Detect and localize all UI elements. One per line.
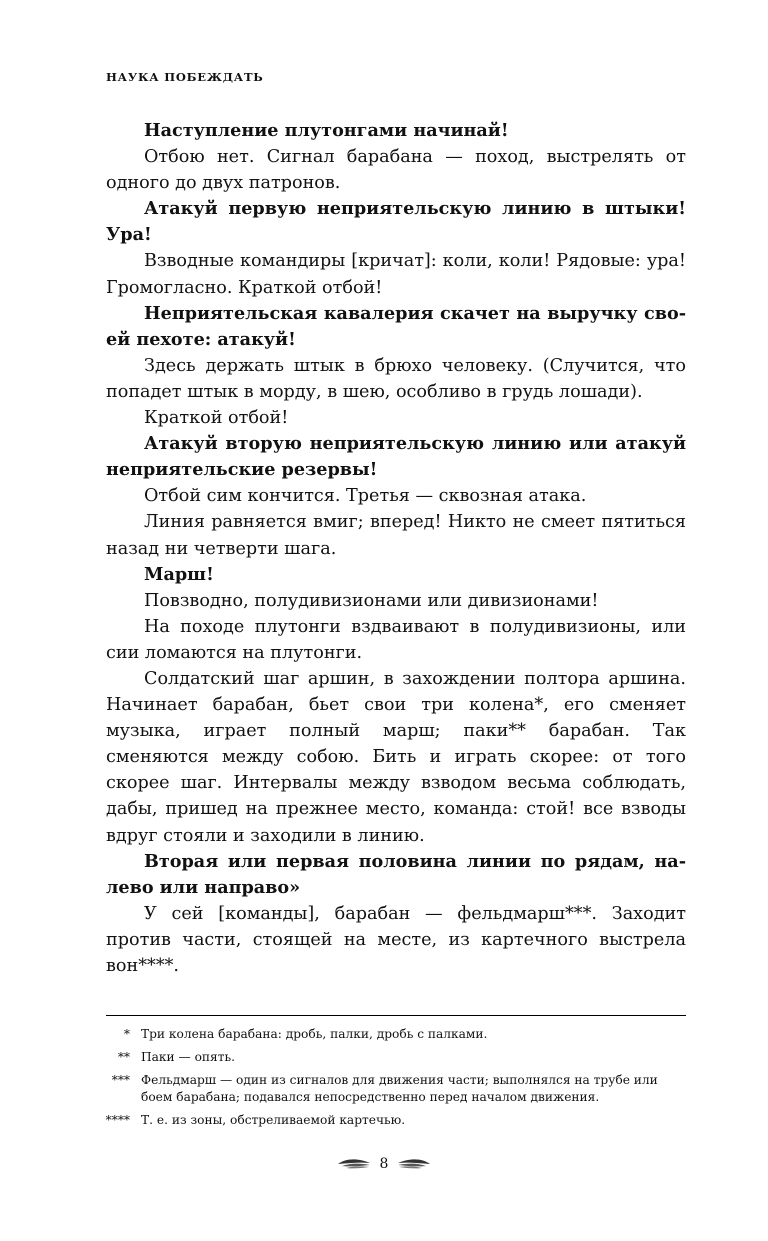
footnotes (106, 1026, 686, 1135)
body-text (106, 118, 686, 979)
footnote-mark: *** (111, 1073, 130, 1087)
paragraph: Взводные командиры [кричат]: коли, коли! Рядовые: ура! Громогласно. Краткой отбой! (106, 251, 686, 298)
command-heading: Неприятельская кавалерия скачет на выручку своей пехоте: атакуй! (106, 302, 686, 350)
paragraph: У сей [команды], барабан — фельдмарш***. Заходит против части, стоящей на месте, из картечного выстрела вон****. (106, 903, 686, 976)
footnote-mark: * (123, 1027, 130, 1041)
leaf-ornament-icon (336, 1157, 372, 1171)
page-number: 8 (379, 1156, 389, 1172)
footnote-text: Паки — опять. (141, 1050, 235, 1064)
paragraph: Здесь держать штык в брюхо человеку. (Случится, что попадет штык в морду, в шею, особливо в грудь лошади). (106, 355, 686, 402)
footnote-divider (106, 1015, 686, 1016)
command-heading: Марш! (144, 563, 214, 585)
command-heading: Атакуй вторую неприятельскую линию или атакуй неприятельские резервы! (106, 433, 686, 481)
paragraph: Отбой сим кончится. Третья — сквозная атака. (144, 486, 587, 507)
leaf-ornament-icon (396, 1157, 432, 1171)
running-head: НАУКА ПОБЕЖДАТЬ (106, 70, 264, 84)
footnote-text: Фельдмарш — один из сигналов для движения части; выполнялся на трубе или боем барабана; подавался непосредственно перед началом движения. (141, 1073, 658, 1104)
command-heading: Вторая или первая половина линии по рядам, налево или направо» (106, 850, 686, 898)
footnote (106, 1072, 686, 1106)
footnote (106, 1049, 686, 1066)
command-heading: Атакуй первую неприятельскую линию в штыки! Ура! (106, 198, 686, 246)
page-footer (0, 1156, 768, 1172)
footnote-text: Три колена барабана: дробь, палки, дробь с палками. (141, 1027, 488, 1041)
footnote (106, 1112, 686, 1129)
paragraph: Повзводно, полудивизионами или дивизионами! (144, 590, 599, 611)
footnote-text: Т. е. из зоны, обстреливаемой картечью. (141, 1113, 406, 1127)
footnote-mark: **** (105, 1113, 130, 1127)
footnote (106, 1026, 686, 1043)
paragraph: Краткой отбой! (144, 408, 289, 429)
paragraph: На походе плутонги вздваивают в полудивизионы, или сии ломаются на плутонги. (106, 616, 686, 663)
command-heading: Наступление плутонгами начинай! (144, 120, 509, 141)
paragraph: Солдатский шаг аршин, в захождении полтора аршина. Начинает барабан, бьет свои три колена*, его сменяет музыка, играет полный марш; паки** барабан. Так сменяются между собою. Бить и играть скорее: от того скорее шаг. Интервалы между взводом весьма соблюдать, дабы, пришед на прежнее место, команда: стой! все взводы вдруг стояли и заходили в линию. (106, 668, 686, 846)
paragraph: Линия равняется вмиг; вперед! Никто не смеет пятиться назад ни четверти шага. (106, 512, 686, 559)
footnote-mark: ** (117, 1050, 130, 1064)
paragraph: Отбою нет. Сигнал барабана — поход, выстрелять от одного до двух патронов. (106, 147, 686, 194)
